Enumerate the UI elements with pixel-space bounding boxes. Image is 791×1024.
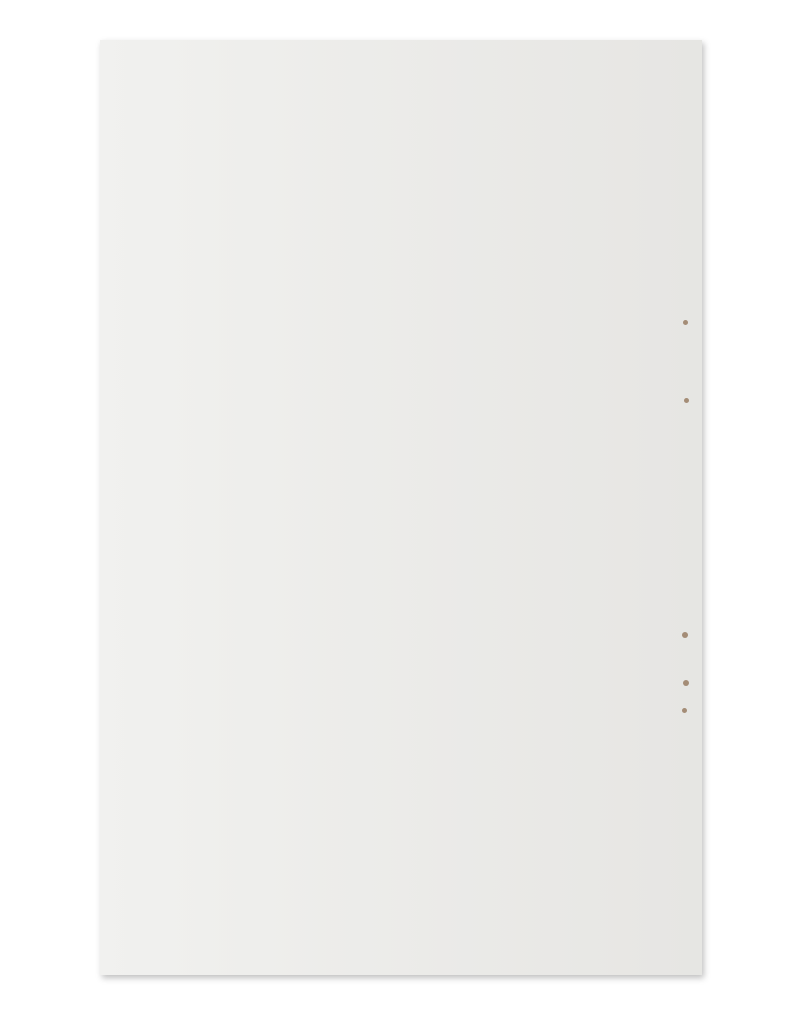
document-page — [100, 40, 702, 975]
stain — [682, 632, 688, 638]
stain — [683, 680, 689, 686]
stain — [682, 708, 687, 713]
stain — [683, 320, 688, 325]
stain — [684, 398, 689, 403]
